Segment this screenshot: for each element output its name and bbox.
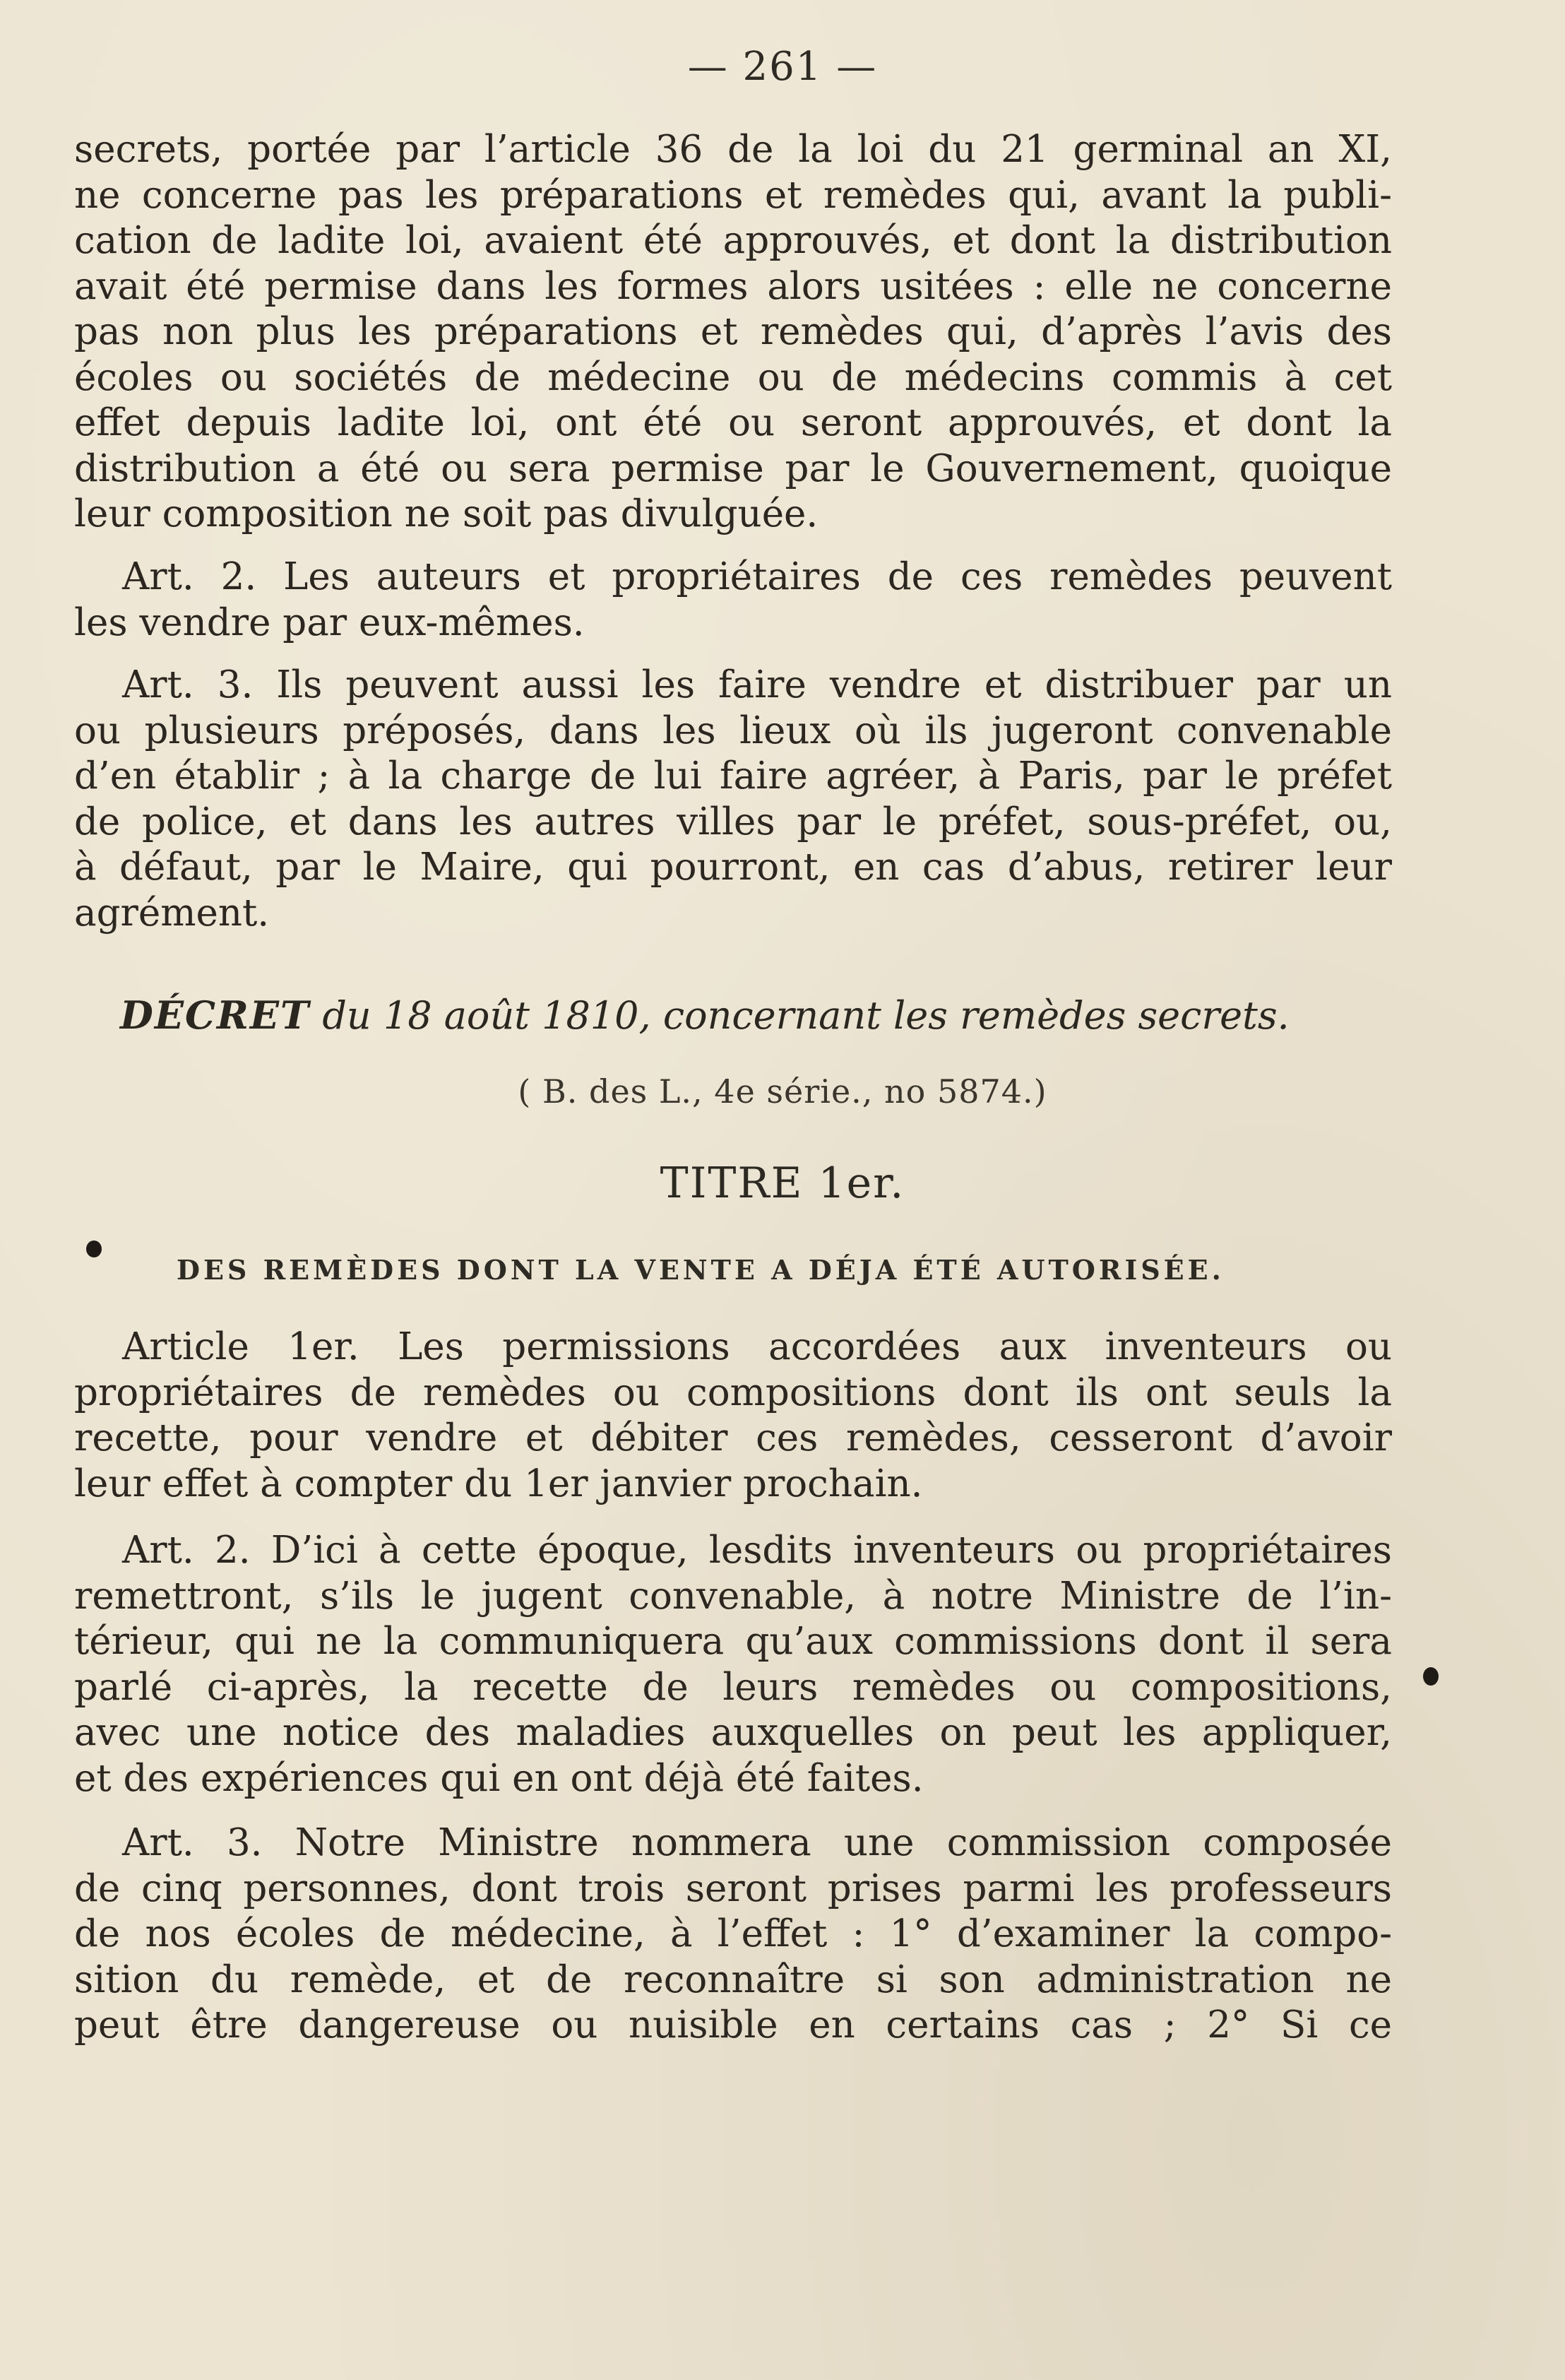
text-line: ne concerne pas les préparations et remèdes qui, avant la publi- <box>74 173 1392 217</box>
bulletin-reference: ( B. des L., 4e série., no 5874.) <box>518 1072 1047 1111</box>
text-line: recette, pour vendre et débiter ces remèdes, cesseront d’avoir <box>74 1416 1392 1460</box>
intro-paragraph <box>74 127 1392 538</box>
text-line: cation de ladite loi, avaient été approuvés, et dont la distribution <box>74 219 1392 262</box>
article-3-first <box>74 663 1392 936</box>
text-line: distribution a été ou sera permise par le Gouvernement, quoique <box>74 446 1392 490</box>
decree-title-word: DÉCRET <box>120 993 311 1038</box>
text-line: agrément. <box>74 891 270 935</box>
page-number: — 261 — <box>687 44 878 90</box>
text-line: de police, et dans les autres villes par le préfet, sous-préfet, ou, <box>74 800 1392 843</box>
text-line: et des expériences qui en ont déjà été faites. <box>74 1756 924 1800</box>
text-line: parlé ci-après, la recette de leurs remèdes ou compositions, <box>74 1665 1392 1709</box>
article-2-second <box>74 1528 1392 1801</box>
text-line: peut être dangereuse ou nuisible en certains cas ; 2° Si ce <box>74 2003 1392 2047</box>
text-line: d’en établir ; à la charge de lui faire agréer, à Paris, par le préfet <box>74 754 1392 798</box>
text-line: Article 1er. Les permissions accordées aux inventeurs ou <box>122 1325 1392 1368</box>
decree-title-rest: du 18 août 1810, concernant les remèdes secrets. <box>310 993 1290 1038</box>
text-line: avec une notice des maladies auxquelles on peut les appliquer, <box>74 1711 1392 1754</box>
text-line: Art. 3. Ils peuvent aussi les faire vendre et distribuer par un <box>122 663 1392 706</box>
text-line: avait été permise dans les formes alors usitées : elle ne concerne <box>74 264 1392 308</box>
text-line: remettront, s’ils le jugent convenable, à notre Ministre de l’in- <box>74 1574 1392 1618</box>
decree-title <box>120 993 1290 1038</box>
text-line: effet depuis ladite loi, ont été ou seront approuvés, et dont la <box>74 401 1392 444</box>
article-2-first <box>74 555 1392 646</box>
text-line: térieur, qui ne la communiquera qu’aux commissions dont il sera <box>74 1620 1392 1663</box>
text-line: propriétaires de remèdes ou compositions dont ils ont seuls la <box>74 1370 1392 1414</box>
section-heading: DES REMÈDES DONT LA VENTE A DÉJA ÉTÉ AUTORISÉE. <box>177 1254 1225 1286</box>
text-line: à défaut, par le Maire, qui pourront, en cas d’abus, retirer leur <box>74 846 1392 889</box>
text-line: Art. 2. Les auteurs et propriétaires de ces remèdes peuvent <box>122 555 1392 598</box>
text-line: ou plusieurs préposés, dans les lieux où ils jugeront convenable <box>74 709 1392 752</box>
article-1 <box>74 1325 1392 1507</box>
text-line: leur composition ne soit pas divulguée. <box>74 492 819 535</box>
article-3-second <box>74 1820 1392 2049</box>
text-line: sition du remède, et de reconnaître si son administration ne <box>74 1958 1392 2001</box>
text-line: de cinq personnes, dont trois seront prises parmi les professeurs <box>74 1866 1392 1910</box>
text-line: Art. 2. D’ici à cette époque, lesdits inventeurs ou propriétaires <box>122 1529 1392 1572</box>
text-line: leur effet à compter du 1er janvier prochain. <box>74 1462 923 1505</box>
text-line: les vendre par eux-mêmes. <box>74 600 585 644</box>
titre-heading: TITRE 1er. <box>660 1159 905 1208</box>
text-line: de nos écoles de médecine, à l’effet : 1° d’examiner la compo- <box>74 1912 1392 1955</box>
text-line: Art. 3. Notre Ministre nommera une commission composée <box>122 1821 1392 1864</box>
text-line: écoles ou sociétés de médecine ou de médecins commis à cet <box>74 355 1392 399</box>
ink-blot <box>1423 1667 1439 1686</box>
text-line: pas non plus les préparations et remèdes qui, d’après l’avis des <box>74 310 1392 353</box>
ink-blot <box>86 1241 102 1257</box>
text-line: secrets, portée par l’article 36 de la loi du 21 germinal an XI, <box>74 128 1392 171</box>
